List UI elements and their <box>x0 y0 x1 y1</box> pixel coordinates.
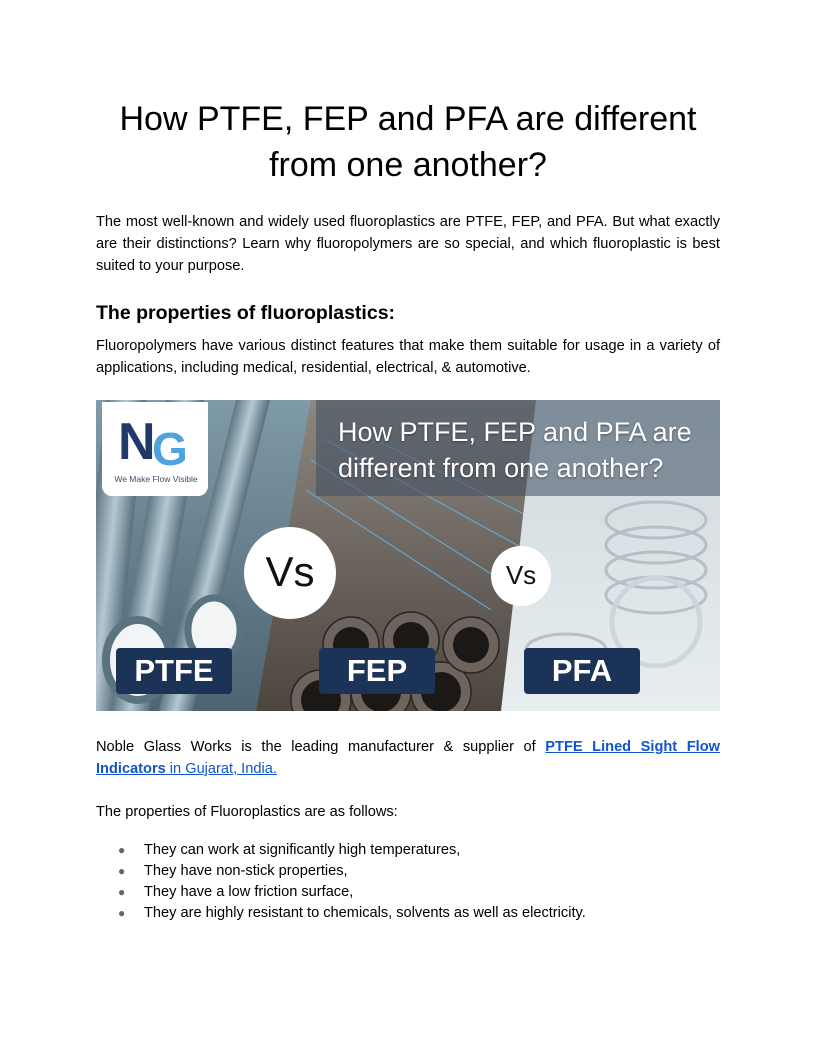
list-item-text: They have a low friction surface, <box>144 884 354 900</box>
list-item <box>96 903 720 924</box>
list-intro: The properties of Fluoroplastics are as follows: <box>96 804 398 820</box>
list-item-text: They can work at significantly high temperatures, <box>144 842 461 858</box>
vs-badge-large: Vs <box>244 527 336 619</box>
intro-paragraph: The most well-known and widely used fluoroplastics are PTFE, FEP, and PFA. But what exactly are their distinctions? Learn why fluoropolymers are so special, and which fluoroplastic is best suited to your purpose. <box>96 214 720 274</box>
bullet-icon: ● <box>118 885 126 899</box>
company-logo <box>102 402 208 496</box>
list-item-text: They have non-stick properties, <box>144 863 348 879</box>
page-title: How PTFE, FEP and PFA are different from one another? <box>119 100 697 184</box>
properties-list <box>96 840 720 924</box>
vs-badge-small: Vs <box>491 546 551 606</box>
logo-tagline: We Make Flow Visible <box>114 474 198 484</box>
list-item <box>96 882 720 903</box>
label-fep: FEP <box>319 648 435 694</box>
supplier-text: Noble Glass Works is the leading manufacturer & supplier of <box>96 739 546 755</box>
logo-letter-n: N <box>118 413 150 471</box>
list-item-text: They are highly resistant to chemicals, solvents as well as electricity. <box>144 905 586 921</box>
list-item <box>96 840 720 861</box>
label-ptfe: PTFE <box>116 648 232 694</box>
supplier-paragraph <box>96 736 720 780</box>
label-pfa: PFA <box>524 648 640 694</box>
section-paragraph: Fluoropolymers have various distinct features that make them suitable for usage in a variety of applications, including medical, residential, electrical, & automotive. <box>96 338 720 376</box>
hero-overlay-title: How PTFE, FEP and PFA are different from one another? <box>338 417 692 483</box>
bullet-icon: ● <box>118 906 126 920</box>
list-item <box>96 861 720 882</box>
product-link-bold: PTFE Lined Sight Flow Indicators <box>96 739 720 777</box>
product-link-rest: in Gujarat, India. <box>165 761 277 777</box>
bullet-icon: ● <box>118 843 126 857</box>
bullet-icon: ● <box>118 864 126 878</box>
hero-image <box>96 400 720 711</box>
logo-letter-g: G <box>152 423 188 475</box>
section-heading: The properties of fluoroplastics: <box>96 302 396 324</box>
